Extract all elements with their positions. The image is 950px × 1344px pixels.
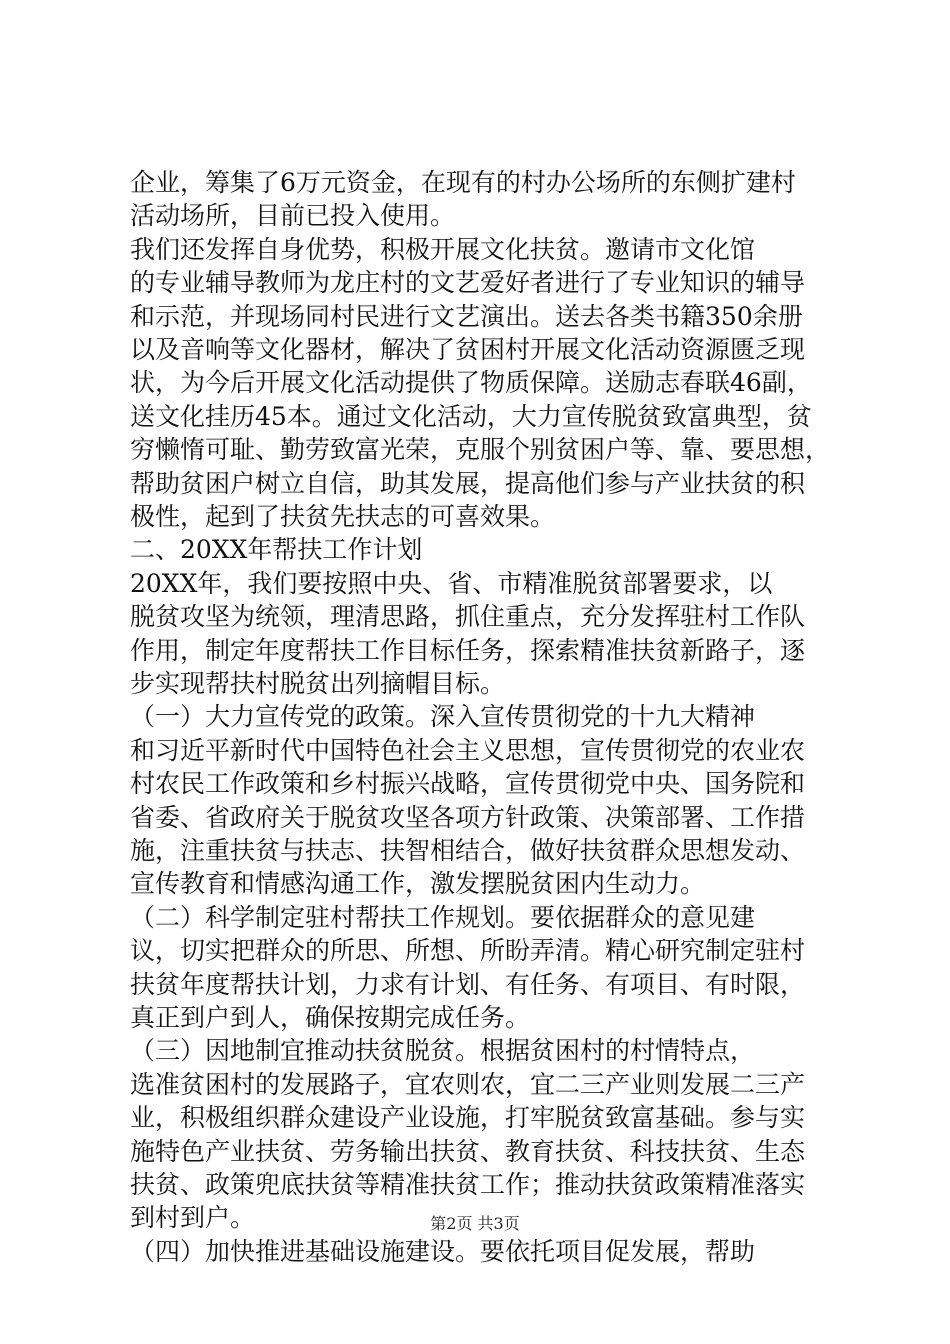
text-line: 企业，筹集了6万元资金，在现有的村办公场所的东侧扩建村: [130, 168, 796, 197]
text-line: 施，注重扶贫与扶志、扶智相结合，做好扶贫群众思想发动、: [130, 836, 806, 865]
text-line: 施特色产业扶贫、劳务输出扶贫、教育扶贫、科技扶贫、生态: [130, 1136, 806, 1166]
text-line: 送文化挂历45本。通过文化活动，大力宣传脱贫致富典型，贫: [130, 401, 812, 431]
text-line: 脱贫攻坚为统领，理清思路，抓住重点，充分发挥驻村工作队: [130, 602, 806, 632]
text-line: 帮助贫困户树立自信，助其发展，提高他们参与产业扶贫的积: [130, 468, 806, 498]
section-heading: 二、20XX年帮扶工作计划: [130, 535, 423, 565]
text-line: 步实现帮扶村脱贫出列摘帽目标。: [130, 669, 506, 698]
text-line: 和示范，并现场同村民进行文艺演出。送去各类书籍350余册: [130, 301, 803, 331]
text-line: 穷懒惰可耻、勤劳致富光荣，克服个别贫困户等、靠、要思想，: [130, 435, 830, 465]
text-line: （四）加快推进基础设施建设。要依托项目促发展，帮助: [130, 1236, 756, 1266]
text-line: 的专业辅导教师为龙庄村的文艺爱好者进行了专业知识的辅导: [130, 268, 806, 298]
text-line: （二）科学制定驻村帮扶工作规划。要依据群众的意见建: [130, 902, 756, 932]
text-line: 宣传教育和情感沟通工作，激发摆脱贫困内生动力。: [130, 869, 706, 899]
text-line: 以及音响等文化器材，解决了贫困村开展文化活动资源匮乏现: [130, 335, 806, 364]
text-line: 议，切实把群众的所思、所想、所盼弄清。精心研究制定驻村: [130, 936, 806, 966]
text-line: 村农民工作政策和乡村振兴战略，宣传贯彻党中央、国务院和: [130, 769, 806, 799]
text-line: 20XX年，我们要按照中央、省、市精准脱贫部署要求，以: [130, 568, 773, 598]
text-line: 选准贫困村的发展路子，宜农则农，宜二三产业则发展二三产: [130, 1069, 806, 1099]
text-line: （一）大力宣传党的政策。深入宣传贯彻党的十九大精神: [130, 702, 756, 732]
text-line: 真正到户到人，确保按期完成任务。: [130, 1003, 531, 1032]
text-line: 扶贫年度帮扶计划，力求有计划、有任务、有项目、有时限，: [130, 969, 806, 999]
text-line: 省委、省政府关于脱贫攻坚各项方针政策、决策部署、工作措: [130, 802, 806, 832]
text-line: 扶贫、政策兜底扶贫等精准扶贫工作；推动扶贫政策精准落实: [130, 1170, 806, 1199]
page-footer: 第2页 共3页: [430, 1214, 520, 1233]
text-line: （三）因地制宜推动扶贫脱贫。根据贫困村的村情特点，: [130, 1036, 756, 1066]
text-line: 到村到户。: [130, 1203, 256, 1233]
text-line: 状，为今后开展文化活动提供了物质保障。送励志春联46副，: [130, 368, 812, 398]
text-line: 活动场所，目前已投入使用。: [130, 201, 456, 231]
text-line: 我们还发挥自身优势，积极开展文化扶贫。邀请市文化馆: [130, 234, 756, 264]
text-line: 极性，起到了扶贫先扶志的可喜效果。: [130, 502, 556, 531]
text-line: 和习近平新时代中国特色社会主义思想，宣传贯彻党的农业农: [130, 735, 806, 765]
text-line: 业，积极组织群众建设产业设施，打牢脱贫致富基础。参与实: [130, 1103, 806, 1133]
text-line: 作用，制定年度帮扶工作目标任务，探索精准扶贫新路子，逐: [130, 635, 806, 665]
